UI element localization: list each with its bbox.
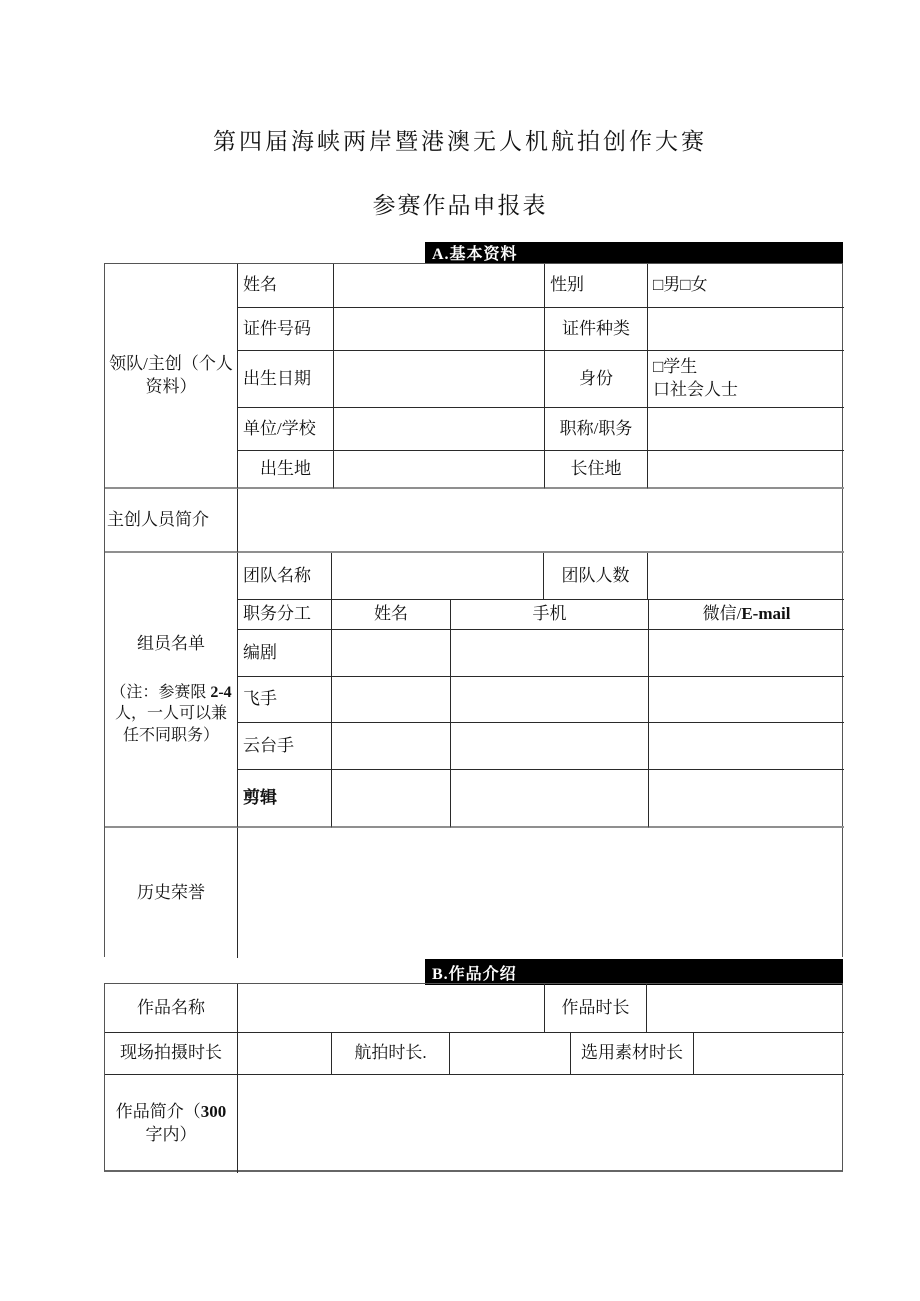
team-note-prefix: （注：参赛限 xyxy=(110,683,211,701)
org-school-field[interactable] xyxy=(334,408,545,451)
basic-info-table xyxy=(104,263,843,957)
editor-phone-field[interactable] xyxy=(451,770,649,828)
material-duration-label: 选用素材时长 xyxy=(571,1033,694,1075)
wechat-email-header xyxy=(649,600,844,630)
gender-checkboxes[interactable]: □男□女 xyxy=(648,264,844,308)
work-intro-field[interactable] xyxy=(238,1075,844,1173)
pilot-role-label: 飞手 xyxy=(238,677,332,723)
team-note-suffix: 人，一人可以兼任不同职务） xyxy=(114,705,227,744)
honors-field[interactable] xyxy=(238,828,844,958)
document-title: 第四届海峡两岸暨港澳无人机航拍创作大赛 xyxy=(213,129,707,154)
gimbal-operator-wechat-field[interactable] xyxy=(649,723,844,770)
leader-group-label xyxy=(105,264,238,489)
aerial-duration-label: 航拍时长. xyxy=(332,1033,450,1075)
name-label: 姓名 xyxy=(238,264,334,308)
phone-header: 手机 xyxy=(451,600,649,630)
gimbal-operator-role-label: 云台手 xyxy=(238,723,332,770)
team-group-label xyxy=(105,553,238,828)
editor-name-field[interactable] xyxy=(332,770,451,828)
birth-date-label: 出生日期 xyxy=(238,351,334,408)
residence-label: 长住地 xyxy=(545,451,648,489)
title-position-label: 职称/职务 xyxy=(545,408,648,451)
section-a-header-bar: A.基本资料 xyxy=(425,242,843,263)
work-intro-label xyxy=(105,1075,238,1173)
document-subtitle: 参赛作品申报表 xyxy=(372,193,548,218)
id-type-label: 证件种类 xyxy=(545,308,648,351)
role-header: 职务分工 xyxy=(238,600,332,630)
pilot-name-field[interactable] xyxy=(332,677,451,723)
birthplace-label: 出生地 xyxy=(238,451,334,489)
work-duration-field[interactable] xyxy=(647,984,844,1033)
creator-intro-label: 主创人员简介 xyxy=(105,489,238,553)
work-intro-limit: 300 xyxy=(200,1102,227,1122)
gimbal-operator-phone-field[interactable] xyxy=(451,723,649,770)
section-b-header-bar: B.作品介绍 xyxy=(425,959,843,985)
identity-checkboxes[interactable] xyxy=(648,351,844,408)
id-number-label: 证件号码 xyxy=(238,308,334,351)
work-intro-suffix: 字内） xyxy=(145,1125,197,1144)
title-position-field[interactable] xyxy=(648,408,844,451)
screenwriter-name-field[interactable] xyxy=(332,630,451,677)
team-group-note xyxy=(109,682,233,747)
identity-label: 身份 xyxy=(545,351,648,408)
work-intro-prefix: 作品简介（ xyxy=(115,1102,201,1122)
name-header: 姓名 xyxy=(332,600,451,630)
work-duration-label: 作品时长 xyxy=(545,984,647,1033)
work-name-field[interactable] xyxy=(238,984,545,1033)
id-number-field[interactable] xyxy=(334,308,545,351)
work-info-table xyxy=(104,983,843,1172)
shoot-duration-field[interactable] xyxy=(238,1033,332,1075)
screenwriter-wechat-field[interactable] xyxy=(649,630,844,677)
birthplace-field[interactable] xyxy=(334,451,545,489)
identity-option-social[interactable]: 口社会人士 xyxy=(653,380,738,399)
editor-wechat-field[interactable] xyxy=(649,770,844,828)
honors-label: 历史荣誉 xyxy=(105,828,238,958)
email-header-bold: E-mail xyxy=(741,604,791,624)
shoot-duration-label: 现场拍摄时长 xyxy=(105,1033,238,1075)
leader-group-label-line2: 资料） xyxy=(145,376,197,396)
team-name-label: 团队名称 xyxy=(238,553,332,600)
screenwriter-role-label: 编剧 xyxy=(238,630,332,677)
leader-group-label-line1: 领队/主创（个人 xyxy=(109,353,233,373)
material-duration-field[interactable] xyxy=(694,1033,844,1075)
team-name-field[interactable] xyxy=(332,553,544,600)
team-note-limit: 2-4 xyxy=(210,683,232,701)
creator-intro-field[interactable] xyxy=(238,489,844,553)
name-field[interactable] xyxy=(334,264,545,308)
editor-role-label: 剪辑 xyxy=(238,770,332,828)
identity-option-student[interactable]: □学生 xyxy=(653,357,698,377)
team-size-label: 团队人数 xyxy=(544,553,648,600)
screenwriter-phone-field[interactable] xyxy=(451,630,649,677)
residence-field[interactable] xyxy=(648,451,844,489)
wechat-header-prefix: 微信/ xyxy=(702,604,742,624)
birth-date-field[interactable] xyxy=(334,351,545,408)
pilot-phone-field[interactable] xyxy=(451,677,649,723)
id-type-field[interactable] xyxy=(648,308,844,351)
org-school-label: 单位/学校 xyxy=(238,408,334,451)
team-group-title: 组员名单 xyxy=(137,633,205,653)
team-size-field[interactable] xyxy=(648,553,844,600)
gimbal-operator-name-field[interactable] xyxy=(332,723,451,770)
aerial-duration-field[interactable] xyxy=(450,1033,571,1075)
pilot-wechat-field[interactable] xyxy=(649,677,844,723)
work-name-label: 作品名称 xyxy=(105,984,238,1033)
gender-label: 性别 xyxy=(545,264,648,308)
